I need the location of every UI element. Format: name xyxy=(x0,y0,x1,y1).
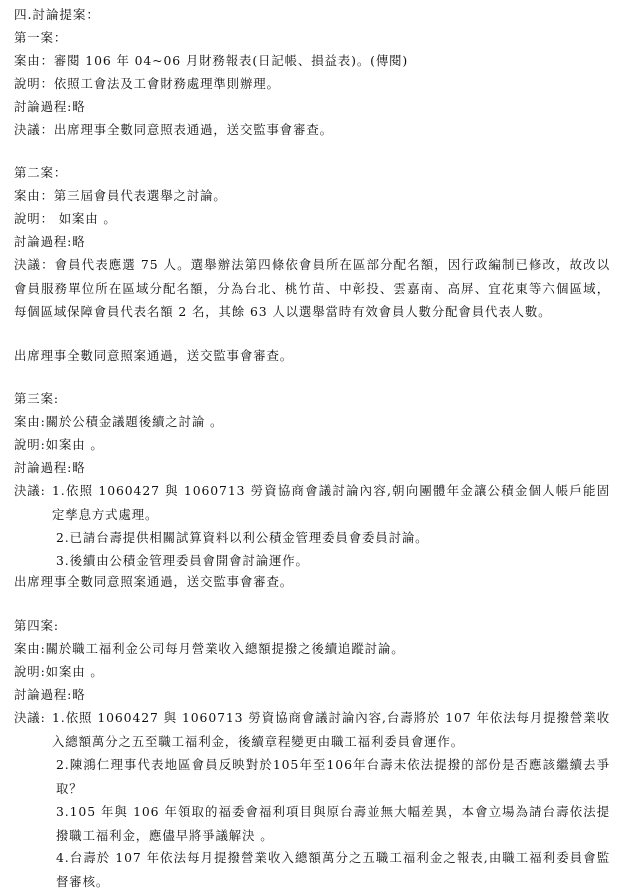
case4-item-2: 2.陳鴻仁理事代表地區會員反映對於105年至106年台壽未依法提撥的部份是否應該繼續去爭取？ xyxy=(56,757,610,796)
case3-item-1 xyxy=(52,479,610,526)
case3-reason: 案由:關於公積金議題後續之討論 。 xyxy=(14,414,224,429)
case1-explanation: 說明：依照工會法及工會財務處理準則辦理。 xyxy=(14,76,280,91)
case4-process: 討論過程:略 xyxy=(14,687,86,702)
case1-resolution: 決議：出席理事全數同意照表通過，送交監事會審查。 xyxy=(14,122,333,137)
case1-heading: 第一案： xyxy=(14,30,68,45)
case3-process: 討論過程:略 xyxy=(14,460,86,475)
case2-reason: 案由：第三屆會員代表選舉之討論。 xyxy=(14,188,227,203)
case4-item-3: 3.105 年與 106 年領取的福委會福利項目與原台壽並無大幅差異，本會立場為請台壽依法提撥職工福利金，應儘早將爭議解決 。 xyxy=(56,804,610,843)
case3-heading: 第三案: xyxy=(14,391,59,406)
case2-heading: 第二案： xyxy=(14,165,68,180)
case1-reason: 案由：審閱 106 年 04~06 月財務報表(日記帳、損益表)。(傳閱) xyxy=(14,53,409,68)
case4-item-1: 1.依照 1060427 與 1060713 勞資協商會議討論內容,台壽將於 107 年依法每月提撥營業收入總額萬分之五至職工福利金，後續章程變更由職工福利委員會運作。 xyxy=(52,710,610,749)
case2-explanation: 說明： 如案由 。 xyxy=(14,211,117,226)
case3-resolution-prefix: 決議: xyxy=(14,483,46,498)
section-title: 四.討論提案： xyxy=(14,7,100,22)
case3-explanation: 說明:如案由 。 xyxy=(14,437,104,452)
case1-process: 討論過程:略 xyxy=(14,99,86,114)
case2-conclusion: 出席理事全數同意照案通過，送交監事會審查。 xyxy=(14,348,294,363)
case2-process: 討論過程:略 xyxy=(14,234,86,249)
case3-conclusion: 出席理事全數同意照案通過，送交監事會審查。 xyxy=(14,574,294,589)
case4-reason: 案由:關於職工福利金公司每月營業收入總額提撥之後續追蹤討論。 xyxy=(14,641,405,656)
case4-heading: 第四案: xyxy=(14,618,59,633)
case3-item-1-text: 1.依照 1060427 與 1060713 勞資協商會議討論內容,朝向團體年金讓公積金個人帳戶能固定孳息方式處理。 xyxy=(52,483,610,522)
case4-explanation: 說明:如案由 。 xyxy=(14,664,104,679)
case4-resolution-prefix: 決議: xyxy=(14,710,46,725)
case3-item-3: 3.後續由公積金管理委員會開會討論運作。 xyxy=(56,553,309,568)
case2-resolution: 決議：會員代表應選 75 人。選舉辦法第四條依會員所在區部分配名額，因行政編制已修改，故改以會員服務單位所在區域分配名額，分為台北、桃竹苗、中彰投、雲嘉南、高屏、宜花東等六個區域，每個區域保障會員代表名額 2 名，其餘 63 人以選舉當時有效會員人數分配會員代表人數。 xyxy=(14,257,610,319)
case4-item-4: 4.台壽於 107 年依法每月提撥營業收入總額萬分之五職工福利金之報表,由職工福利委員會監督審核。 xyxy=(56,850,610,889)
case3-item-2: 2.已請台壽提供相關試算資料以利公積金管理委員會委員討論。 xyxy=(56,530,429,545)
